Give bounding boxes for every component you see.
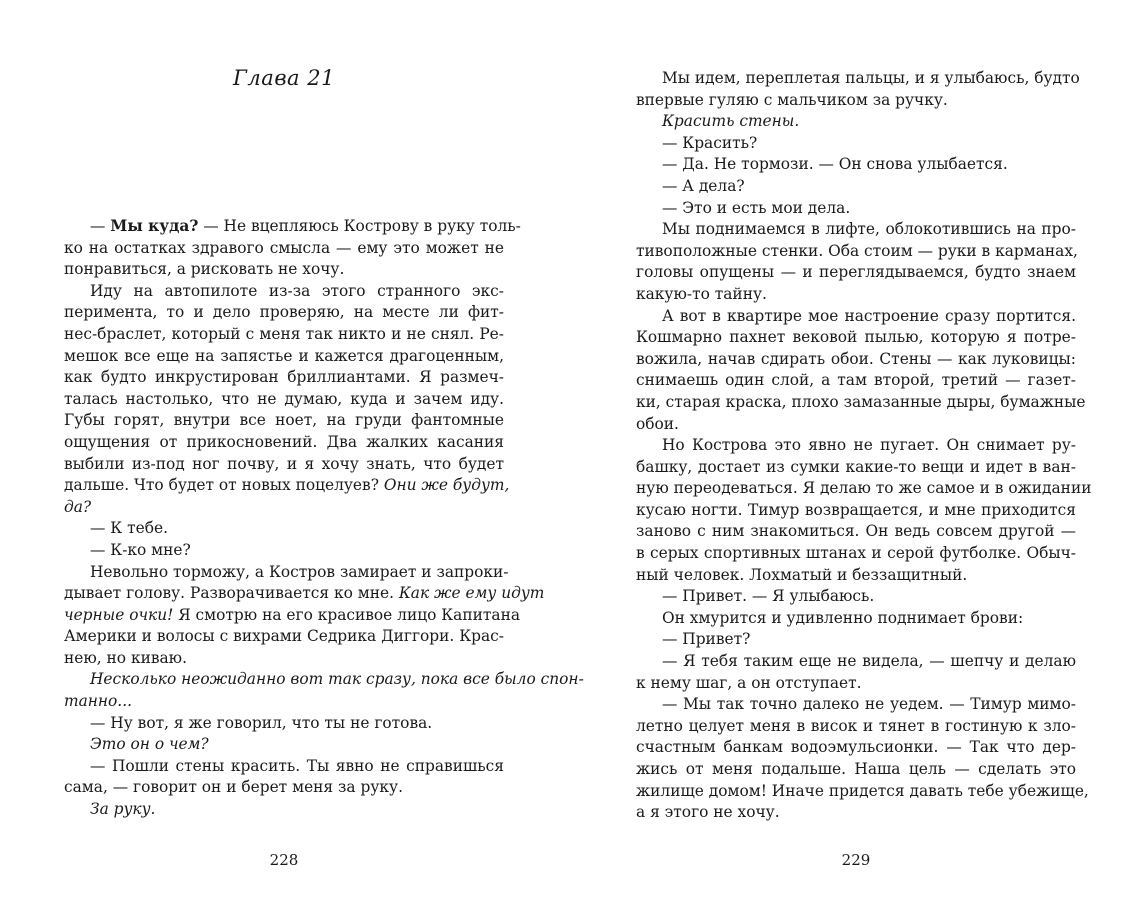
text-line: кусаю ногти. Тимур возвращается, и мне приходится [636,500,1076,519]
text-line: — Я тебя таким еще не видела, — шепчу и делаю [662,652,1076,671]
text-line: жилище домом! Иначе придется давать тебе убежище, [636,781,1089,800]
text-line: А вот в квартире мое настроение сразу портится. [662,306,1076,325]
text-line: как будто инкрустирован бриллиантами. Я размеч- [64,368,504,387]
text-line: — Ну вот, я же говорил, что ты не готова. [90,713,433,732]
text-line: впервые гуляю с мальчиком за ручку. [636,90,948,109]
text-line: мешок все еще на запястье и кажется драгоценным, [64,346,504,365]
text-line: выбили из-под ног почву, и я хочу знать, что будет [64,454,504,473]
right-page-text [636,68,1092,824]
text-line: обои. [636,414,679,433]
text-line: — К-ко мне? [90,540,191,559]
text-line: Несколько неожиданно вот так сразу, пока все было спон- [90,670,584,689]
text-line: дальше. Что будет от новых поцелуев? Они же будут, [64,476,510,495]
text-line: снимаешь один слой, а там второй, третий — газет- [636,371,1076,390]
text-line: нею, но киваю. [64,648,187,667]
text-line: сама, — говорит он и берет меня за руку. [64,778,403,797]
text-line: вожила, начав сдирать обои. Стены — как луковицы: [636,349,1076,368]
text-line: да? [64,497,92,516]
text-line: Мы идем, переплетая пальцы, и я улыбаюсь, будто [662,69,1080,87]
text-line: тивоположные стенки. Оба стоим — руки в карманах, [636,241,1078,260]
text-line: к нему шаг, а он отступает. [636,673,862,692]
text-line: жись от меня подальше. Наша цель — сделать это [636,760,1076,778]
text-line: — Привет? [662,630,751,649]
text-line: Мы поднимаемся в лифте, облокотившись на про- [662,220,1076,239]
text-line: Невольно торможу, а Костров замирает и запроки- [90,562,509,581]
text-line: а я этого не хочу. [636,803,780,822]
text-line: нес-браслет, который с меня так никто и не снял. Ре- [64,324,504,343]
text-line: За руку. [90,800,156,819]
text-line: летно целует меня в висок и тянет в гостиную к зло- [636,716,1076,735]
text-line: — Мы куда? — Не вцепляюсь Кострову в руку толь- [90,217,521,235]
text-line: ощущения от прикосновений. Два жалких касания [64,432,504,451]
text-line: Губы горят, внутри все ноет, на груди фантомные [64,411,504,430]
text-line: Америки и волосы с вихрами Седрика Диггори. Крас- [64,627,504,646]
text-line: головы опущены — и переглядываемся, будто знаем [636,263,1076,282]
text-line: Но Кострова это явно не пугает. Он снимает ру- [662,436,1076,455]
text-line: Кошмарно пахнет вековой пылью, которую я потре- [636,328,1076,347]
text-line: — К тебе. [90,519,168,538]
text-line: понравиться, а рисковать не хочу. [64,260,345,279]
text-line: — Мы так точно далеко не уедем. — Тимур мимо- [662,695,1076,714]
chapter-title: Глава 21 [233,66,335,90]
text-line: ный человек. Лохматый и беззащитный. [636,565,968,584]
right-page-number: 229 [841,851,871,869]
text-line: заново с ним знакомиться. Он ведь совсем другой — [636,522,1076,541]
text-line: — Это и есть мои дела. [662,198,851,217]
text-line: Красить стены. [662,112,800,131]
text-line: Он хмурится и удивленно поднимает брови: [662,608,1024,627]
text-line: — Привет. — Я улыбаюсь. [662,587,875,606]
text-line: перимента, то и дело проверяю, на месте ли фит- [64,303,504,322]
text-line: счастным банкам водоэмульсионки. — Так что дер- [636,738,1076,757]
text-line: талась настолько, что не думаю, куда и зачем иду. [64,389,504,408]
text-line: — А дела? [662,176,745,195]
text-line: ную переодеваться. Я делаю то же самое и в ожидании [636,479,1092,498]
text-line: башку, достает из сумки какие-то вещи и идет в ван- [636,457,1076,476]
text-line: танно... [64,692,132,711]
text-line: — Пошли стены красить. Ты явно не справишься [90,756,504,775]
left-page-number: 228 [269,851,299,869]
text-line: — Красить? [662,133,758,152]
text-line: Это он о чем? [90,735,209,754]
text-line: ко на остатках здравого смысла — ему это может не [64,238,504,257]
text-line: в серых спортивных штанах и серой футболке. Обыч- [636,544,1076,563]
text-line: черные очки! Я смотрю на его красивое лицо Капитана [64,605,521,624]
text-line: какую-то тайну. [636,284,767,303]
text-line: Иду на автопилоте из-за этого странного экс- [90,281,504,300]
left-page-text [64,216,584,821]
text-line: ки, старая краска, плохо замазанные дыры, бумажные [636,392,1086,411]
text-line: дывает голову. Разворачивается ко мне. Как же ему идут [64,584,545,603]
text-line: — Да. Не тормози. — Он снова улыбается. [662,155,1008,174]
